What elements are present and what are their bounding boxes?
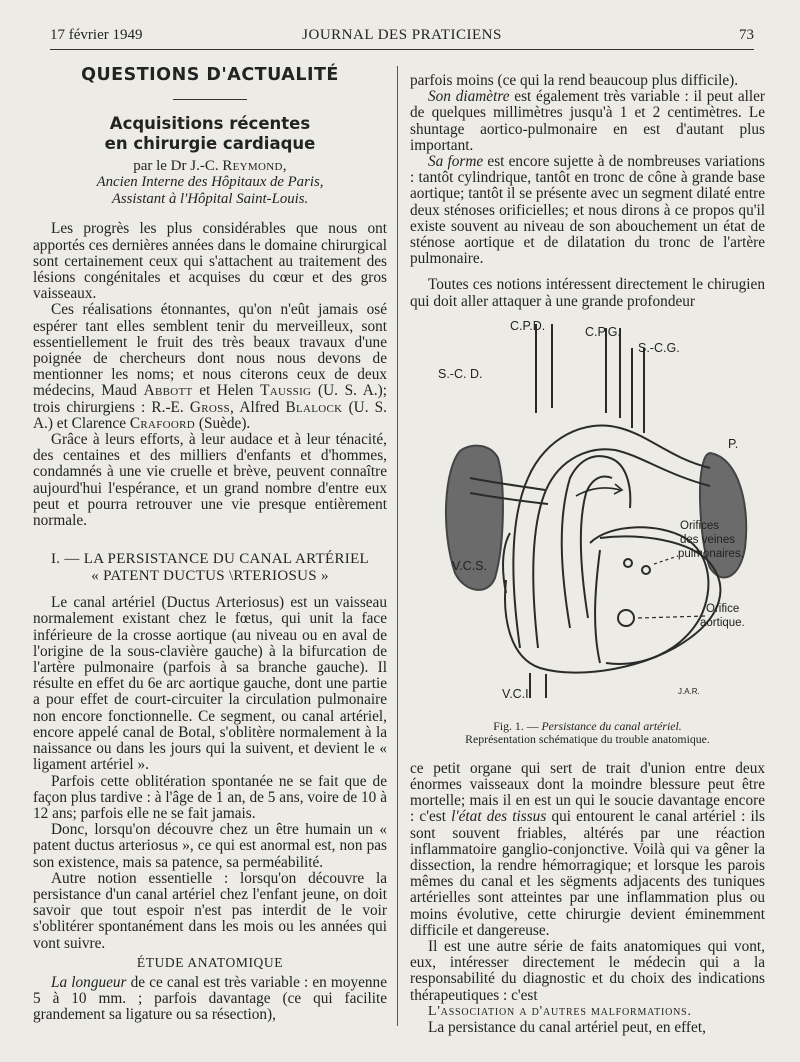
- section-heading-line1: I. — LA PERSISTANCE DU CANAL ARTÉRIEL: [50, 551, 370, 568]
- label-scd: S.-C. D.: [438, 366, 483, 381]
- section-heading: [33, 551, 387, 585]
- paragraph-researchers: Ces réalisations étonnantes, qu'on n'eût jamais osé espérer tant elles semblent tenir du merveilleux, sont essentiellement le fruit des très beaux travaux d'une poignée de chercheurs dont nous nous devons de mentionner les noms; et nous citerons ceux de deux médecins, Maud Abbott et Helen Taussig (U. S. A.); trois chirurgiens : R.-E. Gross, Alfred Blalock (U. S. A.) et Clarence Crafoord (Suède).: [33, 301, 388, 432]
- issue-date: 17 février 1949: [50, 27, 143, 43]
- subheading-anatomy: ÉTUDE ANATOMIQUE: [136, 954, 284, 970]
- label-p: P.: [728, 436, 739, 451]
- paragraph-patency: Donc, lorsqu'on découvre chez un être humain un « patent ductus arteriosus », ce qui est anormal est, non pas son existence, mais sa patence, sa perméabilité.: [33, 821, 387, 871]
- scg-vessel: [632, 348, 644, 433]
- paragraph-continued: parfois moins (ce qui la rend beaucoup plus difficile).: [410, 72, 739, 89]
- paragraph-diameter: Son diamètre est également très variable : il peut aller de quelques millimètres jusqu'à 1 et 2 centimètres. Le shuntage aortico-pulmonaire en est d'autant plus important.: [410, 88, 766, 154]
- pulmonary-vein-orifice-1: [624, 559, 632, 567]
- paragraph-definition: Le canal artériel (Ductus Arteriosus) est un vaisseau normalement existant chez le fœtus, qui unit la face inférieure de la crosse aortique (au niveau ou en aval de l'origine de la sous-clavière gauche) à la bifurcation de l'artère pulmonaire (parfois à sa branche gauche). Il résulte en effet du 6e arc aortique gauche, dont une partie a pour effet de court-circuiter la circulation pulmonaire non encore fonctionnelle. Ce segment, ou canal artériel, encore appelé canal de Botal, s'oblitère normalement à la naissance ou dans les jours qui la suivent, et devient le « ligament artériel ».: [33, 594, 387, 774]
- name-crafoord: Crafoord: [129, 414, 196, 432]
- paragraph-essential-notion: Autre notion essentielle : lorsqu'on découvre la persistance d'un canal artériel chez l'enfant jeune, on doit savoir que tout espoir n'est pas interdit de le voir s'oblitérer spontanément dans les mois ou les années qui vont suivre.: [33, 869, 387, 952]
- title-rule: [173, 99, 247, 100]
- journal-name: JOURNAL DES PRATICIENS: [302, 27, 502, 43]
- article-title-line2: en chirurgie cardiaque: [104, 134, 316, 154]
- paragraph-late-obliteration: Parfois cette oblitération spontanée ne se fait que de façon plus tardive : à l'âge de 1 an, de 5 ans, voire de 10 à 12 ans; parfois elle ne se fait jamais.: [33, 772, 387, 822]
- label-aortic-orifice-line1: Orifice: [706, 602, 740, 615]
- label-vci: V.C.I.: [502, 686, 533, 701]
- artist-signature: J.A.R.: [678, 686, 700, 696]
- affiliation-line2: Assistant à l'Hôpital Saint-Louis.: [111, 190, 309, 207]
- pulmonary-vein-orifice-2: [642, 566, 650, 574]
- label-orifices-line2: des veines: [680, 533, 735, 546]
- label-orifices-line3: pulmonaires.: [678, 547, 744, 560]
- label-aortic-orifice-line2: aortique.: [700, 616, 745, 629]
- orifice-pointer: [638, 616, 706, 618]
- septum: [595, 550, 600, 663]
- label-orifices-line1: Orifices: [680, 519, 719, 532]
- ductus-arrow: [576, 488, 620, 496]
- subheading-associated-malformations: L'association a d'autres malformations.: [428, 1003, 692, 1019]
- article-title-line1: Acquisitions récentes: [109, 114, 311, 134]
- paragraph-tissue-state: ce petit organe qui sert de trait d'union entre deux énormes vaisseaux dont la moindre blessure peut être mortelle; mais il en est un qui le soucie davantage encore : c'est l'état des tissus qui entourent le canal artériel : ils sont souvent friables, altérés par une réaction inflammatoire ganglio-conjonctive. Voilà qui va gêner la dissection, la rendre hémorragique; et lorsque les parois mêmes du canal et les sëgments adjacents des tuniques artérielles sont atteintes par une inflammation plus ou moins évolutive, cette chirurgie devient éminemment difficile et dangereuse.: [410, 759, 765, 939]
- paragraph-intro: Les progrès les plus considérables que nous ont apportés ces dernières années dans le domaine chirurgical sont certainement ceux qui s'attachent au traitement des lésions congénitales et acquises du cœur et des gros vaisseaux.: [33, 220, 387, 303]
- column-divider: [397, 66, 398, 1026]
- paragraph-surgeon: Toutes ces notions intéressent directement le chirugien qui doit aller attaquer à une grande profondeur: [410, 276, 765, 310]
- name-abbott: Abbott: [143, 382, 193, 400]
- rubric-heading: QUESTIONS D'ACTUALITÉ: [81, 65, 339, 85]
- label-cpg: C.P.G.: [585, 324, 621, 339]
- heart-diagram-figure: [410, 318, 765, 718]
- cpd-vessel: [536, 324, 552, 413]
- aortic-orifice: [618, 610, 634, 626]
- label-scg: S.-C.G.: [638, 340, 680, 355]
- running-head: [50, 25, 754, 50]
- figure-caption: [410, 720, 765, 747]
- paragraph-persistence: La persistance du canal artériel peut, en effet,: [428, 1019, 706, 1037]
- right-column: [410, 73, 765, 1036]
- author-name: Reymond,: [222, 158, 287, 175]
- left-column: [33, 64, 387, 1024]
- vci-vessel: [530, 673, 546, 698]
- author-affiliation: [33, 174, 387, 207]
- byline: [33, 158, 387, 174]
- label-vcs: V.C.S.: [452, 558, 487, 573]
- article-title: [33, 114, 387, 154]
- paragraph-hope: Grâce à leurs efforts, à leur audace et à leur ténacité, des centaines et des milliers d'enfants et d'hommes, condamnés à une vie cruelle et brève, peuvent connaître aujourd'hui l'espérance, et un grand nombre d'entre eux peut et pourra retrouver une vie presque entièrement normale.: [33, 431, 387, 530]
- orifices-pointer: [654, 556, 678, 564]
- section-heading-line2: « PATENT DUCTUS \RTERIOSUS »: [91, 568, 329, 585]
- caption-line1: Fig. 1. — Persistance du canal artériel.: [493, 718, 682, 733]
- cpg-vessel: [606, 328, 620, 418]
- paragraph-shape: Sa forme est encore sujette à de nombreuses variations : tantôt cylindrique, tantôt en tronc de cône à grande base aortique; tantôt il se présente avec un segment dilaté entre deux sténoses orificielles; et nous dirons à ce propos qu'il existe souvent au niveau de son abouchement un état de sténose aortique et de dilatation du tronc de l'artère pulmonaire.: [410, 153, 766, 268]
- byline-prefix: par le Dr J.-C.: [133, 158, 219, 175]
- paragraph-length: La longueur de ce canal est très variable : en moyenne 5 à 10 mm. ; parfois davantage (ce qui facilite grandement sa ligature ou sa résection),: [33, 973, 387, 1024]
- paragraph-other-facts: Il est une autre série de faits anatomiques qui vont, eux, intéresser directement le médecin qui a la responsabilité du diagnostic et du choix des indications thérapeutiques : c'est: [410, 938, 765, 1004]
- label-cpd: C.P.D.: [510, 318, 546, 333]
- affiliation-line1: Ancien Interne des Hôpitaux de Paris,: [96, 174, 324, 191]
- caption-line2: Représentation schématique du trouble anatomique.: [465, 732, 710, 747]
- name-taussig: Taussig: [260, 382, 312, 400]
- name-blalock: Blalock: [285, 398, 343, 416]
- page-number: 73: [739, 27, 754, 43]
- name-gross: Gross,: [189, 398, 235, 416]
